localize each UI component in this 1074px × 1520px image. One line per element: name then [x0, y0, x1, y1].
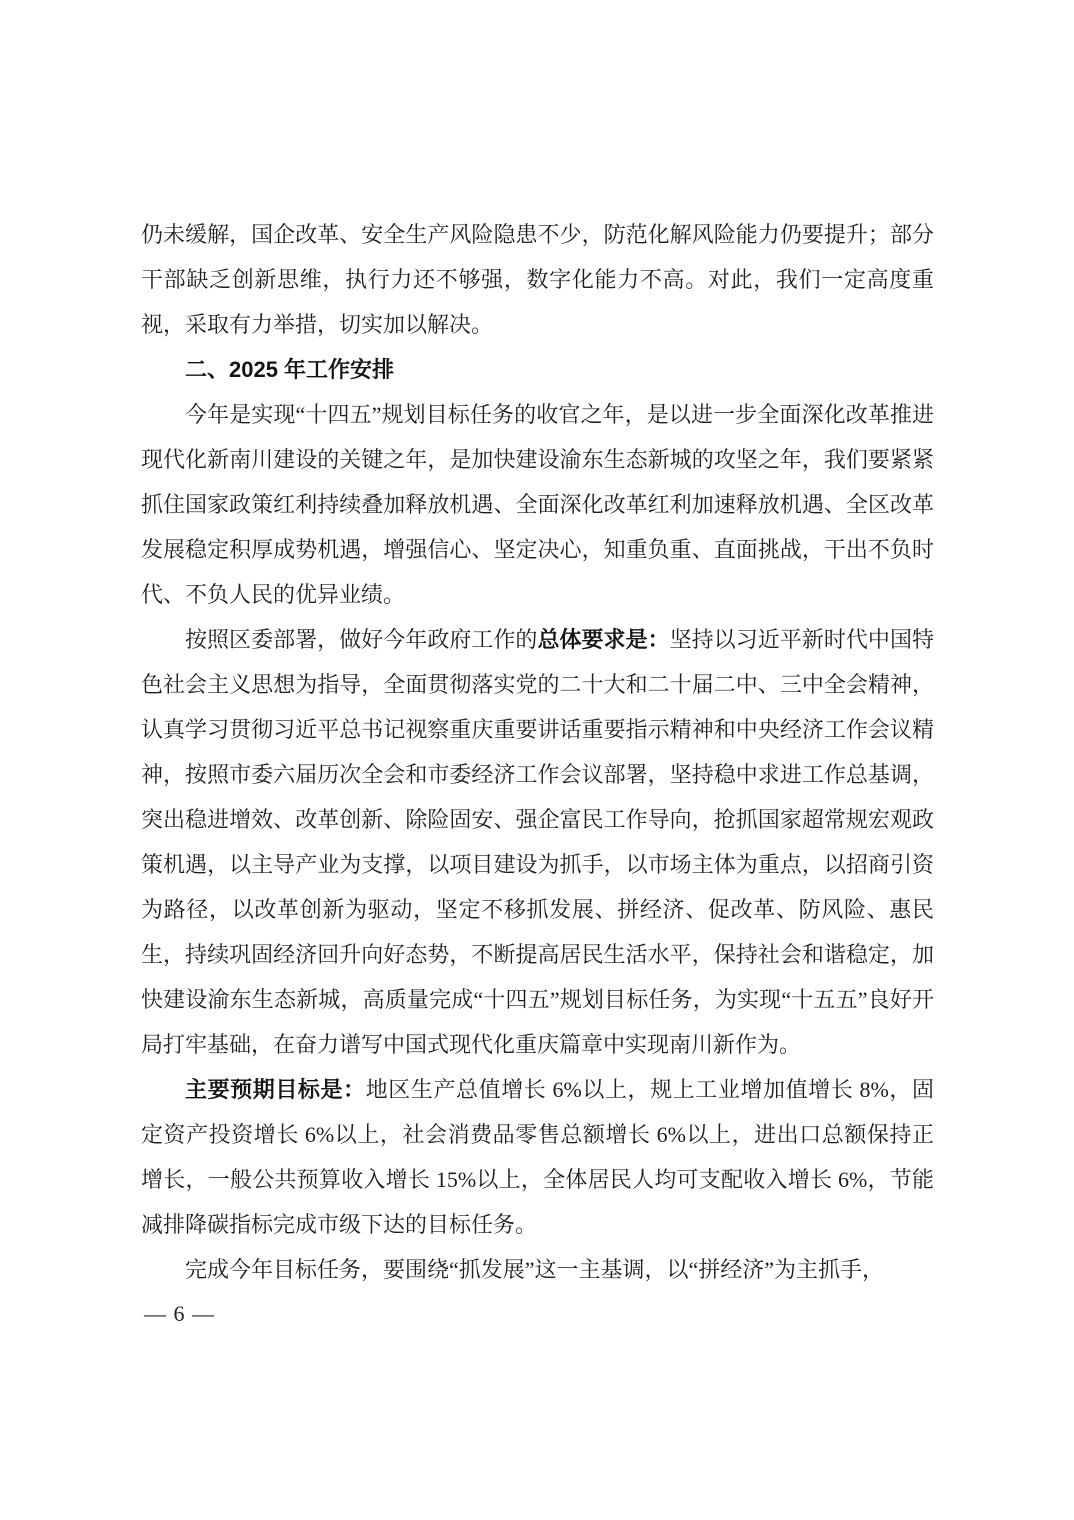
- paragraph-overall-requirements: [141, 617, 934, 1067]
- section-heading-2025-work-plan: 二、2025 年工作安排: [185, 357, 395, 382]
- bold-main-targets-label: 主要预期目标是：: [185, 1077, 366, 1102]
- paragraph-main-expected-targets: [141, 1067, 934, 1247]
- paragraph-text: 按照区委部署，做好今年政府工作的: [185, 627, 538, 652]
- document-body: [141, 212, 934, 1292]
- paragraph-text: 地区生产总值增长 6%以上，规上工业增加值增长 8%，固定资产投资增长 6%以上，社会消费品零售总额增长 6%以上，进出口总额保持正增长，一般公共预算收入增长 15%以上，全体居民人均可支配收入增长 6%，节能减排降碳指标完成市级下达的目标任务。: [141, 1077, 934, 1237]
- paragraph-text: 坚持以习近平新时代中国特色社会主义思想为指导，全面贯彻落实党的二十大和二十届二中、三中全会精神，认真学习贯彻习近平总书记视察重庆重要讲话重要指示精神和中央经济工作会议精神，按照市委六届历次全会和市委经济工作会议部署，坚持稳中求进工作总基调，突出稳进增效、改革创新、除险固安、强企富民工作导向，抢抓国家超常规宏观政策机遇，以主导产业为支撑，以项目建设为抓手，以市场主体为重点，以招商引资为路径，以改革创新为驱动，坚定不移抓发展、拼经济、促改革、防风险、惠民生，持续巩固经济回升向好态势，不断提高居民生活水平，保持社会和谐稳定，加快建设渝东生态新城，高质量完成“十四五”规划目标任务，为实现“十五五”良好开局打牢基础，在奋力谱写中国式现代化重庆篇章中实现南川新作为。: [141, 627, 934, 1057]
- page-number: — 6 —: [144, 1301, 215, 1326]
- paragraph-problems-carryover: 仍未缓解，国企改革、安全生产风险隐患不少，防范化解风险能力仍要提升；部分干部缺乏创新思维，执行力还不够强，数字化能力不高。对此，我们一定高度重视，采取有力举措，切实加以解决。: [141, 222, 934, 337]
- paragraph-task-approach: 完成今年目标任务，要围绕“抓发展”这一主基调，以“拼经济”为主抓手，: [185, 1257, 885, 1282]
- bold-overall-requirements-label: 总体要求是：: [537, 627, 670, 652]
- paragraph-year-significance: 今年是实现“十四五”规划目标任务的收官之年，是以进一步全面深化改革推进现代化新南川建设的关键之年，是加快建设渝东生态新城的攻坚之年，我们要紧紧抓住国家政策红利持续叠加释放机遇、全面深化改革红利加速释放机遇、全区改革发展稳定积厚成势机遇，增强信心、坚定决心，知重负重、直面挑战，干出不负时代、不负人民的优异业绩。: [141, 402, 934, 607]
